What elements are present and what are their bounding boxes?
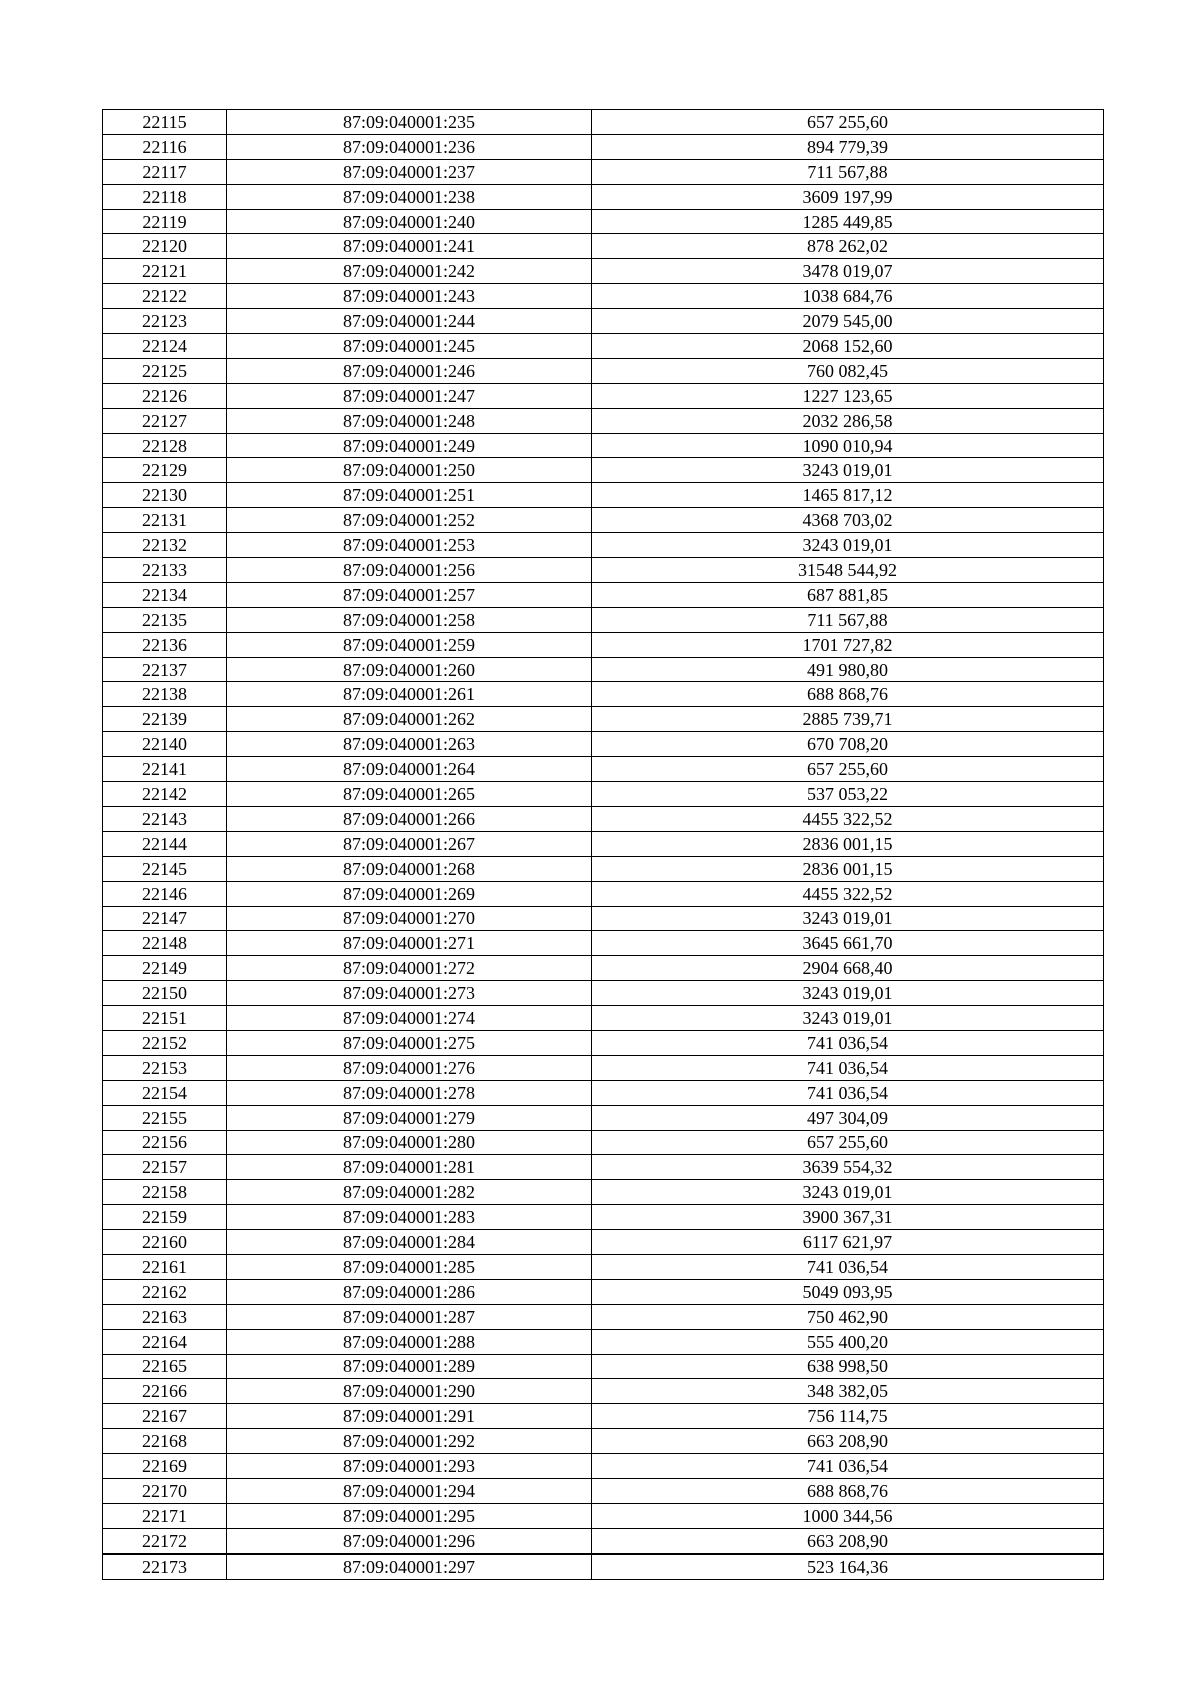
- table-row: [103, 1379, 1104, 1404]
- table-row: [103, 1404, 1104, 1429]
- cadastral-value-cell: 3243 019,01: [592, 906, 1104, 931]
- table-row: [103, 831, 1104, 856]
- cadastral-number-cell: 87:09:040001:294: [227, 1478, 592, 1503]
- row-number-cell: 22155: [103, 1105, 227, 1130]
- row-number-cell: 22154: [103, 1080, 227, 1105]
- cadastral-number-cell: 87:09:040001:252: [227, 508, 592, 533]
- table-row: [103, 632, 1104, 657]
- cadastral-value-cell: 523 164,36: [592, 1554, 1104, 1579]
- table-row: [103, 184, 1104, 209]
- table-row: [103, 1503, 1104, 1528]
- cadastral-number-cell: 87:09:040001:281: [227, 1155, 592, 1180]
- cadastral-value-cell: 657 255,60: [592, 110, 1104, 135]
- row-number-cell: 22151: [103, 1006, 227, 1031]
- table-row: [103, 782, 1104, 807]
- table-row: [103, 1130, 1104, 1155]
- cadastral-value-cell: 2885 739,71: [592, 707, 1104, 732]
- cadastral-value-cell: 3900 367,31: [592, 1205, 1104, 1230]
- row-number-cell: 22142: [103, 782, 227, 807]
- table-row: [103, 931, 1104, 956]
- cadastral-value-cell: 638 998,50: [592, 1354, 1104, 1379]
- table-body: [103, 110, 1104, 1580]
- row-number-cell: 22147: [103, 906, 227, 931]
- table-row: [103, 856, 1104, 881]
- row-number-cell: 22127: [103, 408, 227, 433]
- row-number-cell: 22153: [103, 1055, 227, 1080]
- cadastral-number-cell: 87:09:040001:267: [227, 831, 592, 856]
- row-number-cell: 22167: [103, 1404, 227, 1429]
- table-row: [103, 981, 1104, 1006]
- cadastral-number-cell: 87:09:040001:259: [227, 632, 592, 657]
- cadastral-number-cell: 87:09:040001:237: [227, 159, 592, 184]
- cadastral-value-cell: 1000 344,56: [592, 1503, 1104, 1528]
- cadastral-value-cell: 4455 322,52: [592, 806, 1104, 831]
- row-number-cell: 22140: [103, 732, 227, 757]
- row-number-cell: 22136: [103, 632, 227, 657]
- table-row: [103, 1205, 1104, 1230]
- row-number-cell: 22133: [103, 558, 227, 583]
- cadastral-number-cell: 87:09:040001:284: [227, 1230, 592, 1255]
- cadastral-value-cell: 3243 019,01: [592, 458, 1104, 483]
- table-row: [103, 1429, 1104, 1454]
- cadastral-number-cell: 87:09:040001:293: [227, 1454, 592, 1479]
- cadastral-value-cell: 3243 019,01: [592, 1006, 1104, 1031]
- cadastral-value-cell: 670 708,20: [592, 732, 1104, 757]
- row-number-cell: 22120: [103, 234, 227, 259]
- cadastral-value-cell: 497 304,09: [592, 1105, 1104, 1130]
- cadastral-value-cell: 6117 621,97: [592, 1230, 1104, 1255]
- table-row: [103, 582, 1104, 607]
- cadastral-number-cell: 87:09:040001:235: [227, 110, 592, 135]
- cadastral-number-cell: 87:09:040001:238: [227, 184, 592, 209]
- cadastral-value-table: [102, 109, 1104, 1580]
- cadastral-number-cell: 87:09:040001:295: [227, 1503, 592, 1528]
- cadastral-value-cell: 878 262,02: [592, 234, 1104, 259]
- cadastral-value-cell: 741 036,54: [592, 1080, 1104, 1105]
- cadastral-value-cell: 2904 668,40: [592, 956, 1104, 981]
- cadastral-number-cell: 87:09:040001:280: [227, 1130, 592, 1155]
- table-row: [103, 1478, 1104, 1503]
- row-number-cell: 22150: [103, 981, 227, 1006]
- cadastral-value-cell: 688 868,76: [592, 682, 1104, 707]
- cadastral-value-cell: 741 036,54: [592, 1030, 1104, 1055]
- cadastral-number-cell: 87:09:040001:244: [227, 309, 592, 334]
- cadastral-number-cell: 87:09:040001:242: [227, 259, 592, 284]
- cadastral-value-cell: 711 567,88: [592, 607, 1104, 632]
- row-number-cell: 22171: [103, 1503, 227, 1528]
- cadastral-number-cell: 87:09:040001:262: [227, 707, 592, 732]
- row-number-cell: 22139: [103, 707, 227, 732]
- cadastral-value-cell: 3639 554,32: [592, 1155, 1104, 1180]
- cadastral-value-cell: 663 208,90: [592, 1528, 1104, 1553]
- cadastral-value-cell: 1285 449,85: [592, 209, 1104, 234]
- cadastral-value-cell: 491 980,80: [592, 657, 1104, 682]
- row-number-cell: 22164: [103, 1329, 227, 1354]
- cadastral-value-cell: 663 208,90: [592, 1429, 1104, 1454]
- cadastral-value-cell: 537 053,22: [592, 782, 1104, 807]
- table-row: [103, 1304, 1104, 1329]
- table-row: [103, 508, 1104, 533]
- table-row: [103, 234, 1104, 259]
- cadastral-value-cell: 760 082,45: [592, 358, 1104, 383]
- table-row: [103, 707, 1104, 732]
- cadastral-number-cell: 87:09:040001:266: [227, 806, 592, 831]
- cadastral-value-cell: 2032 286,58: [592, 408, 1104, 433]
- table-row: [103, 383, 1104, 408]
- cadastral-number-cell: 87:09:040001:271: [227, 931, 592, 956]
- table-row: [103, 558, 1104, 583]
- cadastral-number-cell: 87:09:040001:250: [227, 458, 592, 483]
- cadastral-number-cell: 87:09:040001:246: [227, 358, 592, 383]
- row-number-cell: 22129: [103, 458, 227, 483]
- table-row: [103, 1080, 1104, 1105]
- table-row: [103, 159, 1104, 184]
- row-number-cell: 22143: [103, 806, 227, 831]
- cadastral-value-cell: 1465 817,12: [592, 483, 1104, 508]
- table-row: [103, 259, 1104, 284]
- cadastral-value-cell: 3609 197,99: [592, 184, 1104, 209]
- cadastral-number-cell: 87:09:040001:296: [227, 1528, 592, 1553]
- table-row: [103, 1254, 1104, 1279]
- cadastral-number-cell: 87:09:040001:270: [227, 906, 592, 931]
- table-row: [103, 757, 1104, 782]
- cadastral-number-cell: 87:09:040001:251: [227, 483, 592, 508]
- cadastral-value-cell: 555 400,20: [592, 1329, 1104, 1354]
- cadastral-number-cell: 87:09:040001:286: [227, 1279, 592, 1304]
- cadastral-number-cell: 87:09:040001:275: [227, 1030, 592, 1055]
- cadastral-number-cell: 87:09:040001:247: [227, 383, 592, 408]
- table-row: [103, 110, 1104, 135]
- table-row: [103, 209, 1104, 234]
- cadastral-number-cell: 87:09:040001:253: [227, 533, 592, 558]
- cadastral-value-cell: 4368 703,02: [592, 508, 1104, 533]
- table-row: [103, 1279, 1104, 1304]
- row-number-cell: 22161: [103, 1254, 227, 1279]
- row-number-cell: 22173: [103, 1554, 227, 1579]
- cadastral-value-cell: 2068 152,60: [592, 334, 1104, 359]
- cadastral-number-cell: 87:09:040001:249: [227, 433, 592, 458]
- row-number-cell: 22137: [103, 657, 227, 682]
- table-row: [103, 483, 1104, 508]
- row-number-cell: 22157: [103, 1155, 227, 1180]
- table-row: [103, 732, 1104, 757]
- table-row: [103, 334, 1104, 359]
- row-number-cell: 22118: [103, 184, 227, 209]
- cadastral-value-cell: 3478 019,07: [592, 259, 1104, 284]
- cadastral-number-cell: 87:09:040001:265: [227, 782, 592, 807]
- row-number-cell: 22165: [103, 1354, 227, 1379]
- cadastral-number-cell: 87:09:040001:240: [227, 209, 592, 234]
- table-row: [103, 1354, 1104, 1379]
- cadastral-number-cell: 87:09:040001:279: [227, 1105, 592, 1130]
- cadastral-value-cell: 2079 545,00: [592, 309, 1104, 334]
- table-row: [103, 906, 1104, 931]
- cadastral-number-cell: 87:09:040001:272: [227, 956, 592, 981]
- table-row: [103, 1230, 1104, 1255]
- cadastral-number-cell: 87:09:040001:297: [227, 1554, 592, 1579]
- table-row: [103, 1329, 1104, 1354]
- table-row: [103, 1180, 1104, 1205]
- table-row: [103, 881, 1104, 906]
- row-number-cell: 22119: [103, 209, 227, 234]
- table-row: [103, 533, 1104, 558]
- table-row: [103, 1554, 1104, 1579]
- cadastral-number-cell: 87:09:040001:248: [227, 408, 592, 433]
- cadastral-value-cell: 348 382,05: [592, 1379, 1104, 1404]
- cadastral-number-cell: 87:09:040001:269: [227, 881, 592, 906]
- row-number-cell: 22135: [103, 607, 227, 632]
- cadastral-value-cell: 1701 727,82: [592, 632, 1104, 657]
- cadastral-number-cell: 87:09:040001:245: [227, 334, 592, 359]
- table-row: [103, 408, 1104, 433]
- row-number-cell: 22131: [103, 508, 227, 533]
- cadastral-value-cell: 711 567,88: [592, 159, 1104, 184]
- cadastral-number-cell: 87:09:040001:257: [227, 582, 592, 607]
- table-row: [103, 607, 1104, 632]
- row-number-cell: 22144: [103, 831, 227, 856]
- cadastral-number-cell: 87:09:040001:290: [227, 1379, 592, 1404]
- cadastral-number-cell: 87:09:040001:261: [227, 682, 592, 707]
- cadastral-value-cell: 741 036,54: [592, 1055, 1104, 1080]
- row-number-cell: 22130: [103, 483, 227, 508]
- row-number-cell: 22123: [103, 309, 227, 334]
- cadastral-number-cell: 87:09:040001:243: [227, 284, 592, 309]
- cadastral-number-cell: 87:09:040001:292: [227, 1429, 592, 1454]
- table-row: [103, 956, 1104, 981]
- row-number-cell: 22169: [103, 1454, 227, 1479]
- cadastral-number-cell: 87:09:040001:263: [227, 732, 592, 757]
- cadastral-number-cell: 87:09:040001:287: [227, 1304, 592, 1329]
- cadastral-number-cell: 87:09:040001:273: [227, 981, 592, 1006]
- cadastral-value-cell: 1227 123,65: [592, 383, 1104, 408]
- cadastral-number-cell: 87:09:040001:264: [227, 757, 592, 782]
- row-number-cell: 22121: [103, 259, 227, 284]
- cadastral-number-cell: 87:09:040001:291: [227, 1404, 592, 1429]
- table-row: [103, 806, 1104, 831]
- row-number-cell: 22138: [103, 682, 227, 707]
- row-number-cell: 22172: [103, 1528, 227, 1553]
- row-number-cell: 22134: [103, 582, 227, 607]
- table-row: [103, 1155, 1104, 1180]
- row-number-cell: 22156: [103, 1130, 227, 1155]
- cadastral-value-cell: 1038 684,76: [592, 284, 1104, 309]
- row-number-cell: 22162: [103, 1279, 227, 1304]
- cadastral-value-cell: 1090 010,94: [592, 433, 1104, 458]
- cadastral-number-cell: 87:09:040001:268: [227, 856, 592, 881]
- cadastral-value-cell: 657 255,60: [592, 757, 1104, 782]
- cadastral-value-cell: 3243 019,01: [592, 981, 1104, 1006]
- cadastral-value-cell: 894 779,39: [592, 134, 1104, 159]
- row-number-cell: 22148: [103, 931, 227, 956]
- cadastral-number-cell: 87:09:040001:276: [227, 1055, 592, 1080]
- cadastral-value-cell: 3243 019,01: [592, 533, 1104, 558]
- cadastral-value-cell: 741 036,54: [592, 1454, 1104, 1479]
- cadastral-number-cell: 87:09:040001:282: [227, 1180, 592, 1205]
- cadastral-value-cell: 688 868,76: [592, 1478, 1104, 1503]
- cadastral-value-cell: 2836 001,15: [592, 856, 1104, 881]
- table-row: [103, 1105, 1104, 1130]
- table-row: [103, 458, 1104, 483]
- row-number-cell: 22141: [103, 757, 227, 782]
- table-row: [103, 1055, 1104, 1080]
- cadastral-number-cell: 87:09:040001:283: [227, 1205, 592, 1230]
- cadastral-number-cell: 87:09:040001:236: [227, 134, 592, 159]
- row-number-cell: 22115: [103, 110, 227, 135]
- cadastral-number-cell: 87:09:040001:241: [227, 234, 592, 259]
- row-number-cell: 22158: [103, 1180, 227, 1205]
- table-row: [103, 1454, 1104, 1479]
- cadastral-value-cell: 750 462,90: [592, 1304, 1104, 1329]
- row-number-cell: 22132: [103, 533, 227, 558]
- cadastral-value-cell: 4455 322,52: [592, 881, 1104, 906]
- cadastral-value-cell: 31548 544,92: [592, 558, 1104, 583]
- row-number-cell: 22145: [103, 856, 227, 881]
- row-number-cell: 22117: [103, 159, 227, 184]
- table-row: [103, 1006, 1104, 1031]
- table-row: [103, 358, 1104, 383]
- row-number-cell: 22128: [103, 433, 227, 458]
- cadastral-number-cell: 87:09:040001:288: [227, 1329, 592, 1354]
- cadastral-value-cell: 5049 093,95: [592, 1279, 1104, 1304]
- row-number-cell: 22116: [103, 134, 227, 159]
- row-number-cell: 22160: [103, 1230, 227, 1255]
- row-number-cell: 22168: [103, 1429, 227, 1454]
- cadastral-value-cell: 687 881,85: [592, 582, 1104, 607]
- table-row: [103, 682, 1104, 707]
- table-row: [103, 433, 1104, 458]
- cadastral-number-cell: 87:09:040001:258: [227, 607, 592, 632]
- row-number-cell: 22166: [103, 1379, 227, 1404]
- row-number-cell: 22159: [103, 1205, 227, 1230]
- table-row: [103, 134, 1104, 159]
- row-number-cell: 22124: [103, 334, 227, 359]
- table-row: [103, 1030, 1104, 1055]
- cadastral-number-cell: 87:09:040001:274: [227, 1006, 592, 1031]
- table-row: [103, 309, 1104, 334]
- cadastral-value-cell: 756 114,75: [592, 1404, 1104, 1429]
- cadastral-number-cell: 87:09:040001:285: [227, 1254, 592, 1279]
- cadastral-value-cell: 3243 019,01: [592, 1180, 1104, 1205]
- table-row: [103, 284, 1104, 309]
- cadastral-value-cell: 657 255,60: [592, 1130, 1104, 1155]
- row-number-cell: 22125: [103, 358, 227, 383]
- table-row: [103, 657, 1104, 682]
- cadastral-number-cell: 87:09:040001:260: [227, 657, 592, 682]
- row-number-cell: 22152: [103, 1030, 227, 1055]
- row-number-cell: 22122: [103, 284, 227, 309]
- row-number-cell: 22146: [103, 881, 227, 906]
- cadastral-number-cell: 87:09:040001:278: [227, 1080, 592, 1105]
- cadastral-number-cell: 87:09:040001:256: [227, 558, 592, 583]
- cadastral-value-cell: 3645 661,70: [592, 931, 1104, 956]
- table-row: [103, 1528, 1104, 1553]
- row-number-cell: 22126: [103, 383, 227, 408]
- cadastral-value-cell: 741 036,54: [592, 1254, 1104, 1279]
- cadastral-value-cell: 2836 001,15: [592, 831, 1104, 856]
- cadastral-number-cell: 87:09:040001:289: [227, 1354, 592, 1379]
- row-number-cell: 22149: [103, 956, 227, 981]
- row-number-cell: 22170: [103, 1478, 227, 1503]
- row-number-cell: 22163: [103, 1304, 227, 1329]
